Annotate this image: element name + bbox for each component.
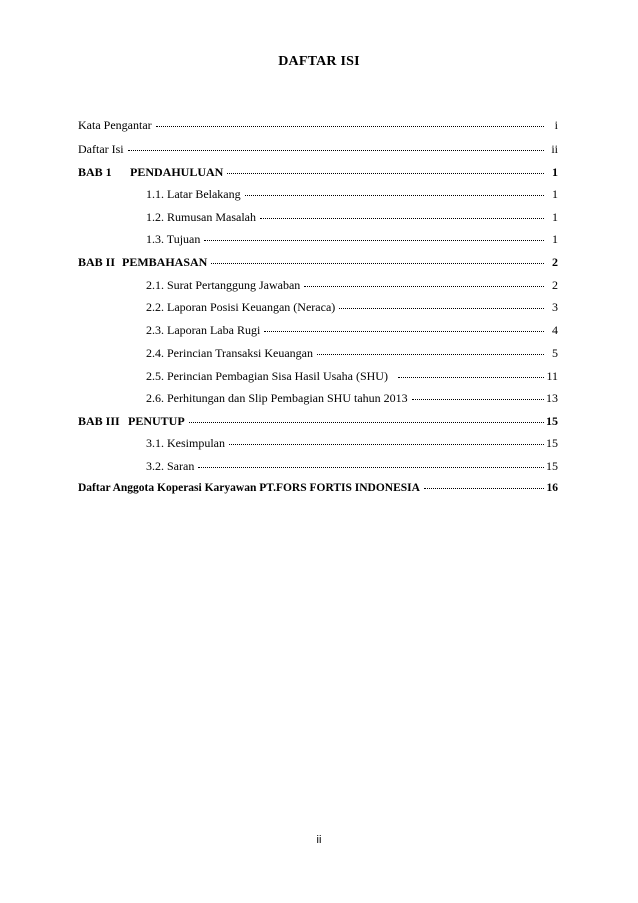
toc-entry-2-4 bbox=[78, 346, 558, 364]
toc-entry-2-1 bbox=[78, 278, 558, 296]
toc-page-number: 15 bbox=[546, 459, 558, 473]
toc-entry-label: 1.2. Rumusan Masalah bbox=[146, 210, 256, 224]
toc-entry-1-2 bbox=[78, 210, 558, 228]
chapter-number: BAB III bbox=[78, 414, 120, 428]
toc-page-number: 1 bbox=[552, 187, 558, 201]
toc-entry-label: 2.6. Perhitungan dan Slip Pembagian SHU tahun 2013 bbox=[146, 391, 408, 405]
toc-page-number: i bbox=[554, 118, 558, 132]
toc-page-number: 1 bbox=[552, 210, 558, 224]
toc-entry-daftar-isi bbox=[78, 142, 558, 160]
chapter-title: PEMBAHASAN bbox=[122, 255, 208, 269]
toc-entry-label: 1.1. Latar Belakang bbox=[146, 187, 241, 201]
toc-page-number: 5 bbox=[552, 346, 558, 360]
toc-page-number: 2 bbox=[552, 278, 558, 292]
toc-entry-2-6 bbox=[78, 391, 558, 409]
toc-entry-label: 2.3. Laporan Laba Rugi bbox=[146, 323, 261, 337]
dot-leader bbox=[264, 331, 544, 332]
chapter-title: PENUTUP bbox=[128, 414, 185, 428]
toc-entry-bab-1 bbox=[78, 165, 558, 183]
toc-entry-label: 2.4. Perincian Transaksi Keuangan bbox=[146, 346, 313, 360]
toc-entry-2-2 bbox=[78, 300, 558, 318]
toc-page-number: 3 bbox=[552, 300, 558, 314]
toc-entry-label: 2.5. Perincian Pembagian Sisa Hasil Usaha (SHU) bbox=[146, 369, 388, 383]
dot-leader bbox=[398, 377, 544, 378]
toc-entry-label: 2.1. Surat Pertanggung Jawaban bbox=[146, 278, 301, 292]
dot-leader bbox=[304, 286, 544, 287]
dot-leader bbox=[245, 195, 544, 196]
toc-page-number: 2 bbox=[552, 255, 558, 269]
page-title: DAFTAR ISI bbox=[278, 54, 360, 69]
dot-leader bbox=[229, 444, 544, 445]
toc-page-number: 4 bbox=[552, 323, 558, 337]
dot-leader bbox=[317, 354, 544, 355]
dot-leader bbox=[211, 263, 544, 264]
dot-leader bbox=[424, 488, 544, 489]
toc-entry-label: Kata Pengantar bbox=[78, 118, 152, 132]
toc-page-number: 11 bbox=[546, 369, 558, 383]
toc-entry-bab-2 bbox=[78, 255, 558, 273]
page-number-footer: ii bbox=[316, 834, 322, 846]
dot-leader bbox=[198, 467, 544, 468]
toc-entry-1-3 bbox=[78, 232, 558, 250]
toc-entry-label: 3.2. Saran bbox=[146, 459, 195, 473]
chapter-number: BAB 1 bbox=[78, 165, 112, 179]
toc-entry-3-1 bbox=[78, 436, 558, 454]
toc-entry-label: Daftar Anggota Koperasi Karyawan PT.FORS FORTIS INDONESIA bbox=[78, 482, 420, 494]
chapter-number: BAB II bbox=[78, 255, 116, 269]
dot-leader bbox=[128, 150, 544, 151]
toc-page-number: 15 bbox=[546, 436, 558, 450]
toc-entry-label: 2.2. Laporan Posisi Keuangan (Neraca) bbox=[146, 300, 336, 314]
toc-entry-daftar-anggota bbox=[78, 482, 558, 500]
toc-entry-2-5 bbox=[78, 369, 558, 387]
toc-page-number: ii bbox=[551, 142, 558, 156]
dot-leader bbox=[156, 126, 544, 127]
dot-leader bbox=[227, 173, 544, 174]
toc-entry-label: Daftar Isi bbox=[78, 142, 124, 156]
dot-leader bbox=[339, 308, 544, 309]
toc-entry-kata-pengantar bbox=[78, 118, 558, 136]
toc-page-number: 1 bbox=[552, 232, 558, 246]
dot-leader bbox=[189, 422, 544, 423]
toc-page-number: 1 bbox=[552, 165, 558, 179]
toc-page-number: 15 bbox=[546, 414, 558, 428]
toc-entry-label: 1.3. Tujuan bbox=[146, 232, 201, 246]
toc-page-number: 13 bbox=[546, 391, 558, 405]
dot-leader bbox=[260, 218, 544, 219]
dot-leader bbox=[412, 399, 544, 400]
toc-entry-2-3 bbox=[78, 323, 558, 341]
toc-entry-label: 3.1. Kesimpulan bbox=[146, 436, 225, 450]
toc-entry-3-2 bbox=[78, 459, 558, 477]
toc-entry-bab-3 bbox=[78, 414, 558, 432]
toc-page-number: 16 bbox=[546, 482, 558, 494]
chapter-title: PENDAHULUAN bbox=[130, 165, 224, 179]
dot-leader bbox=[204, 240, 544, 241]
toc-entry-1-1 bbox=[78, 187, 558, 205]
